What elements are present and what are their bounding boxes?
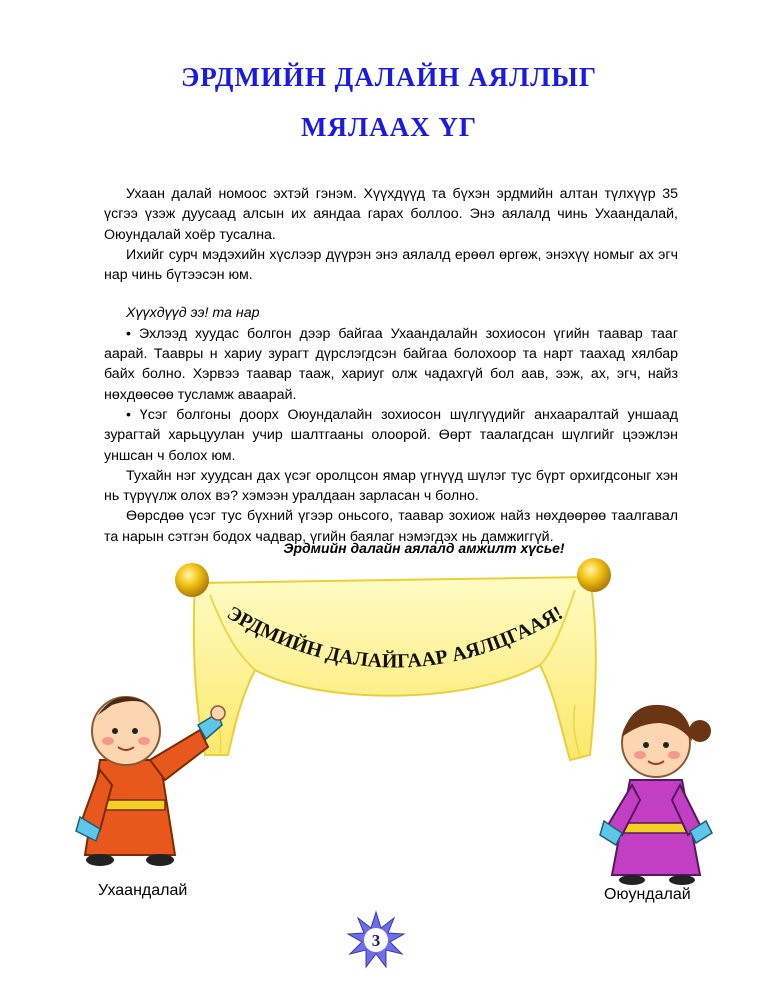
slogan: Эрдмийн далайн аялалд амжилт хүсье!	[283, 540, 565, 556]
intro-text	[104, 184, 678, 547]
gold-knob-left	[175, 563, 209, 597]
page-title-line-2: МЯЛААХ ҮГ	[300, 112, 478, 142]
paragraph: • Үсэг болгоны доорх Оюундалайн зохиосон шүлгүүдийг анхааралтай уншаад зурагтай харьцуулан учир шалтгааны олоорой. Өөрт таалагдсан шүлгийг цээжлэн уншсан ч болох юм.	[104, 406, 678, 464]
paragraph: Ухаан далай номоос эхтэй гэнэм. Хүүхдүүд та бүхэн эрдмийн алтан түлхүүр 35 үсгээ үзэж дуусаад алсын их аяндаа гарах боллоо. Энэ аялалд чинь Ухаандалай, Оюундалай хоёр тусална.	[104, 186, 678, 243]
boy-character	[76, 697, 225, 866]
paragraph: Ихийг сурч мэдэхийн хүслээр дүүрэн энэ аялалд ерөөл өргөж, энэхүү номыг ах эгч нар чинь бүтээсэн юм.	[104, 246, 678, 284]
banner-text: ЭРДМИЙН ДАЛАЙГААР АЯЛЦГААЯ!	[223, 602, 567, 673]
girl-character	[600, 705, 712, 885]
illustration	[0, 555, 778, 900]
paragraph: Өөрсдөө үсэг тус бүхний үгээр оньсого, таавар зохиож найз нөхдөөрөө таалгавал та нарын сэтгэн бодох чадвар, үгийн баялаг нэмэгдэх нь дамжиггүй.	[104, 508, 678, 545]
page-title-line-1: ЭРДМИЙН ДАЛАЙН АЯЛЛЫГ	[180, 62, 598, 92]
paragraph: • Эхлээд хуудас болгон дээр байгаа Ухаандалайн зохиосон үгийн таавар тааг аарай. Таавры н хариу зурагт дүрслэгдсэн байгаа болохоор та нарт таахад хялбар байх болно. Хэрвээ таавар тааж, хариуг олж чадахгүй бол аав, ээж, ах, эгч, найз нөхдөөсөө тусламж аваарай.	[104, 325, 678, 403]
paragraph-greeting: Хүүхдүүд ээ! та нар	[126, 305, 260, 322]
paragraph: Тухайн нэг хуудсан дах үсэг оролцсон ямар үгнүүд шүлэг тус бүрт орхигдсоныг хэн нь түрүүлж олох вэ? хэмээн уралдаан зарласан ч болно.	[104, 467, 678, 505]
caption-boy: Ухаандалай	[98, 882, 188, 899]
gold-knob-right	[577, 558, 611, 592]
page-number: 3	[371, 931, 381, 950]
caption-girl: Оюундалай	[604, 886, 691, 903]
page-number-badge	[346, 910, 406, 970]
